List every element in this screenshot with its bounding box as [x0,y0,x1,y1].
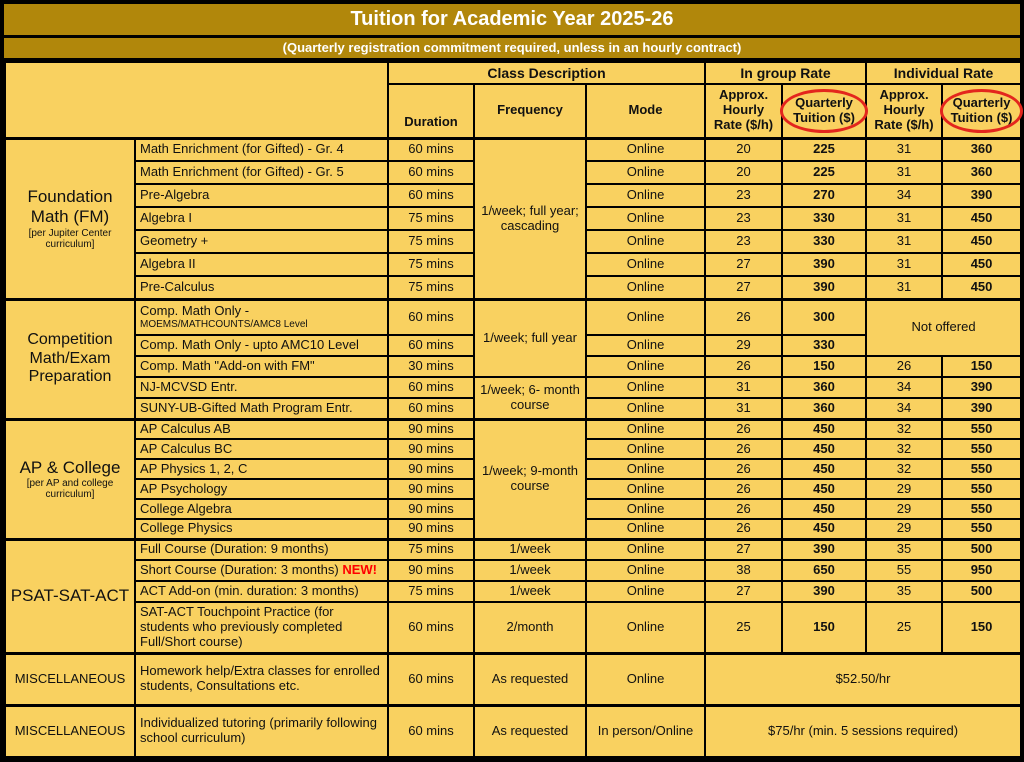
frequency-header: Frequency [474,84,586,138]
blank-corner-cell [5,62,388,138]
group-quarterly-cell: 450 [782,479,866,499]
individual-quarterly-cell: 550 [942,439,1021,459]
duration-cell: 30 mins [388,356,474,377]
duration-cell: 90 mins [388,419,474,439]
duration-cell: 60 mins [388,161,474,184]
mode-cell: Online [586,581,705,602]
course-cell: AP Physics 1, 2, C [135,459,388,479]
mode-cell: Online [586,356,705,377]
course-cell: College Physics [135,519,388,539]
individual-quarterly-cell: 550 [942,459,1021,479]
course-cell: Comp. Math Only - upto AMC10 Level [135,335,388,356]
duration-cell: 90 mins [388,439,474,459]
section-label-cell: MISCELLANEOUS [5,653,135,705]
course-cell: Algebra I [135,207,388,230]
individual-quarterly-cell: 550 [942,519,1021,539]
page-title: Tuition for Academic Year 2025-26 [4,4,1020,35]
group-hourly-header: Approx. Hourly Rate ($/h) [705,84,782,138]
course-cell [135,299,388,335]
course-cell: Geometry + [135,230,388,253]
table-row [5,602,1021,653]
group-quarterly-cell: 650 [782,560,866,581]
individual-hourly-cell: 29 [866,519,942,539]
group-hourly-cell: 23 [705,230,782,253]
group-quarterly-cell: 450 [782,419,866,439]
table-row [5,539,1021,560]
group-quarterly-cell: 450 [782,519,866,539]
group-hourly-cell: 26 [705,419,782,439]
group-quarterly-cell: 330 [782,207,866,230]
table-row [5,299,1021,335]
individual-quarterly-cell: 450 [942,230,1021,253]
new-badge: NEW! [342,562,377,578]
table-row [5,419,1021,439]
duration-cell: 90 mins [388,519,474,539]
mode-cell: Online [586,560,705,581]
flat-rate-cell: $52.50/hr [705,653,1021,705]
section-label-cell [5,138,135,299]
individual-quarterly-cell: 500 [942,581,1021,602]
header-row-1 [5,62,1021,84]
duration-cell: 90 mins [388,560,474,581]
tuition-table [4,61,1022,758]
table-row [5,138,1021,161]
individual-quarterly-cell: 550 [942,479,1021,499]
group-quarterly-cell: 360 [782,377,866,398]
individual-quarterly-cell: 390 [942,184,1021,207]
quarterly-tuition-label: Quarterly Tuition ($) [793,94,855,125]
table-row [5,653,1021,705]
mode-cell: Online [586,335,705,356]
group-hourly-cell: 26 [705,439,782,459]
duration-cell: 75 mins [388,581,474,602]
mode-cell: Online [586,419,705,439]
individual-quarterly-cell: 450 [942,253,1021,276]
group-hourly-cell: 26 [705,499,782,519]
individual-quarterly-cell: 950 [942,560,1021,581]
group-hourly-cell: 23 [705,184,782,207]
individual-hourly-cell: 31 [866,230,942,253]
mode-cell: Online [586,439,705,459]
individual-hourly-cell: 34 [866,377,942,398]
course-sub-label: MOEMS/MATHCOUNTS/AMC8 Level [140,319,308,331]
duration-cell: 60 mins [388,653,474,705]
section-label-cell [5,419,135,539]
individual-quarterly-cell: 450 [942,276,1021,299]
group-quarterly-cell: 390 [782,539,866,560]
mode-cell: Online [586,398,705,419]
mode-cell: Online [586,653,705,705]
duration-cell: 90 mins [388,499,474,519]
duration-cell: 60 mins [388,335,474,356]
course-label: Short Course (Duration: 3 months) [140,562,339,578]
mode-cell: Online [586,276,705,299]
group-hourly-cell: 31 [705,377,782,398]
individual-quarterly-header [942,84,1021,138]
individual-hourly-cell: 34 [866,398,942,419]
mode-cell: Online [586,479,705,499]
section-note: [per Jupiter Center curriculum] [28,227,112,250]
group-hourly-cell: 25 [705,602,782,653]
group-hourly-cell: 26 [705,356,782,377]
individual-quarterly-cell: 500 [942,539,1021,560]
flat-rate-cell: $75/hr (min. 5 sessions required) [705,705,1021,757]
frequency-cell: 2/month [474,602,586,653]
course-cell: Homework help/Extra classes for enrolled students, Consultations etc. [135,653,388,705]
duration-cell: 75 mins [388,276,474,299]
course-cell: Math Enrichment (for Gifted) - Gr. 5 [135,161,388,184]
mode-cell: Online [586,299,705,335]
frequency-cell: 1/week; 9-month course [474,419,586,539]
mode-cell: Online [586,519,705,539]
individual-hourly-cell: 26 [866,356,942,377]
group-quarterly-cell: 390 [782,276,866,299]
mode-cell: Online [586,459,705,479]
group-hourly-cell: 27 [705,276,782,299]
duration-cell: 75 mins [388,539,474,560]
mode-cell: Online [586,539,705,560]
table-row [5,705,1021,757]
duration-cell: 60 mins [388,184,474,207]
individual-hourly-cell: 31 [866,207,942,230]
individual-hourly-cell: 34 [866,184,942,207]
individual-hourly-cell: 25 [866,602,942,653]
frequency-cell: 1/week; 6- month course [474,377,586,419]
individual-quarterly-cell: 150 [942,356,1021,377]
individual-quarterly-cell: 360 [942,161,1021,184]
individual-hourly-cell: 31 [866,161,942,184]
course-cell: ACT Add-on (min. duration: 3 months) [135,581,388,602]
group-quarterly-cell: 150 [782,602,866,653]
group-hourly-cell: 38 [705,560,782,581]
course-cell: Algebra II [135,253,388,276]
duration-cell: 60 mins [388,377,474,398]
course-cell: Full Course (Duration: 9 months) [135,539,388,560]
mode-cell: In person/Online [586,705,705,757]
section-label-cell: PSAT-SAT-ACT [5,539,135,653]
individual-quarterly-cell: 450 [942,207,1021,230]
individual-quarterly-cell: 390 [942,398,1021,419]
individual-hourly-cell: 29 [866,479,942,499]
duration-cell: 60 mins [388,705,474,757]
quarterly-tuition-label: Quarterly Tuition ($) [950,94,1013,125]
course-cell: NJ-MCVSD Entr. [135,377,388,398]
individual-quarterly-cell: 360 [942,138,1021,161]
circled-label [787,95,861,127]
frequency-cell: 1/week [474,581,586,602]
group-hourly-cell: 26 [705,299,782,335]
group-hourly-cell: 26 [705,459,782,479]
mode-cell: Online [586,207,705,230]
group-quarterly-cell: 450 [782,499,866,519]
group-hourly-cell: 29 [705,335,782,356]
individual-hourly-cell: 32 [866,459,942,479]
mode-cell: Online [586,161,705,184]
mode-cell: Online [586,499,705,519]
group-quarterly-cell: 360 [782,398,866,419]
mode-cell: Online [586,184,705,207]
group-quarterly-cell: 225 [782,138,866,161]
duration-cell: 75 mins [388,230,474,253]
individual-hourly-cell: 35 [866,581,942,602]
duration-cell: 90 mins [388,459,474,479]
group-quarterly-header [782,84,866,138]
duration-cell: 60 mins [388,299,474,335]
group-quarterly-cell: 300 [782,299,866,335]
table-row [5,377,1021,398]
mode-cell: Online [586,253,705,276]
individual-hourly-cell: 31 [866,253,942,276]
individual-hourly-cell: 31 [866,138,942,161]
course-cell: AP Psychology [135,479,388,499]
individual-hourly-cell: 31 [866,276,942,299]
mode-cell: Online [586,230,705,253]
group-hourly-cell: 27 [705,581,782,602]
mode-cell: Online [586,602,705,653]
individual-hourly-cell: 32 [866,419,942,439]
course-label: Comp. Math Only - [140,303,250,319]
section-label: AP & College [19,457,121,477]
section-label: Foundation Math (FM) [27,187,113,226]
individual-hourly-header: Approx. Hourly Rate ($/h) [866,84,942,138]
group-hourly-cell: 27 [705,253,782,276]
individual-hourly-cell: 55 [866,560,942,581]
section-label-cell: Competition Math/Exam Preparation [5,299,135,419]
in-group-rate-header: In group Rate [705,62,866,84]
page-subtitle: (Quarterly registration commitment required, unless in an hourly contract) [4,38,1020,58]
course-cell: Pre-Calculus [135,276,388,299]
course-cell: Math Enrichment (for Gifted) - Gr. 4 [135,138,388,161]
group-quarterly-cell: 330 [782,335,866,356]
group-quarterly-cell: 150 [782,356,866,377]
course-cell: Individualized tutoring (primarily following school curriculum) [135,705,388,757]
mode-header: Mode [586,84,705,138]
individual-quarterly-cell: 390 [942,377,1021,398]
group-quarterly-cell: 390 [782,581,866,602]
group-quarterly-cell: 225 [782,161,866,184]
section-label-cell: MISCELLANEOUS [5,705,135,757]
group-quarterly-cell: 450 [782,459,866,479]
course-cell: College Algebra [135,499,388,519]
course-cell: Pre-Algebra [135,184,388,207]
frequency-cell: 1/week [474,539,586,560]
frequency-cell: 1/week; full year [474,299,586,377]
group-hourly-cell: 26 [705,479,782,499]
individual-hourly-cell: 32 [866,439,942,459]
group-quarterly-cell: 390 [782,253,866,276]
individual-hourly-cell: 35 [866,539,942,560]
mode-cell: Online [586,138,705,161]
individual-hourly-cell: 29 [866,499,942,519]
duration-cell: 60 mins [388,138,474,161]
not-offered-cell: Not offered [866,299,1021,356]
course-cell: AP Calculus AB [135,419,388,439]
frequency-cell: 1/week [474,560,586,581]
frequency-cell: As requested [474,653,586,705]
group-hourly-cell: 26 [705,519,782,539]
duration-cell: 75 mins [388,253,474,276]
duration-header: Duration [388,84,474,138]
course-cell: SAT-ACT Touchpoint Practice (for students who previously completed Full/Short course) [135,602,388,653]
group-quarterly-cell: 270 [782,184,866,207]
individual-rate-header: Individual Rate [866,62,1021,84]
table-row [5,581,1021,602]
circled-label [947,95,1016,127]
course-cell [135,560,388,581]
class-description-header: Class Description [388,62,705,84]
individual-quarterly-cell: 150 [942,602,1021,653]
course-cell: AP Calculus BC [135,439,388,459]
group-quarterly-cell: 330 [782,230,866,253]
group-hourly-cell: 20 [705,161,782,184]
course-cell: SUNY-UB-Gifted Math Program Entr. [135,398,388,419]
individual-quarterly-cell: 550 [942,419,1021,439]
mode-cell: Online [586,377,705,398]
duration-cell: 90 mins [388,479,474,499]
section-note: [per AP and college curriculum] [26,478,114,501]
duration-cell: 60 mins [388,398,474,419]
course-cell: Comp. Math "Add-on with FM" [135,356,388,377]
table-row [5,560,1021,581]
duration-cell: 75 mins [388,207,474,230]
duration-cell: 60 mins [388,602,474,653]
frequency-cell: 1/week; full year; cascading [474,138,586,299]
individual-quarterly-cell: 550 [942,499,1021,519]
frequency-cell: As requested [474,705,586,757]
group-hourly-cell: 20 [705,138,782,161]
group-hourly-cell: 23 [705,207,782,230]
group-hourly-cell: 31 [705,398,782,419]
group-quarterly-cell: 450 [782,439,866,459]
group-hourly-cell: 27 [705,539,782,560]
